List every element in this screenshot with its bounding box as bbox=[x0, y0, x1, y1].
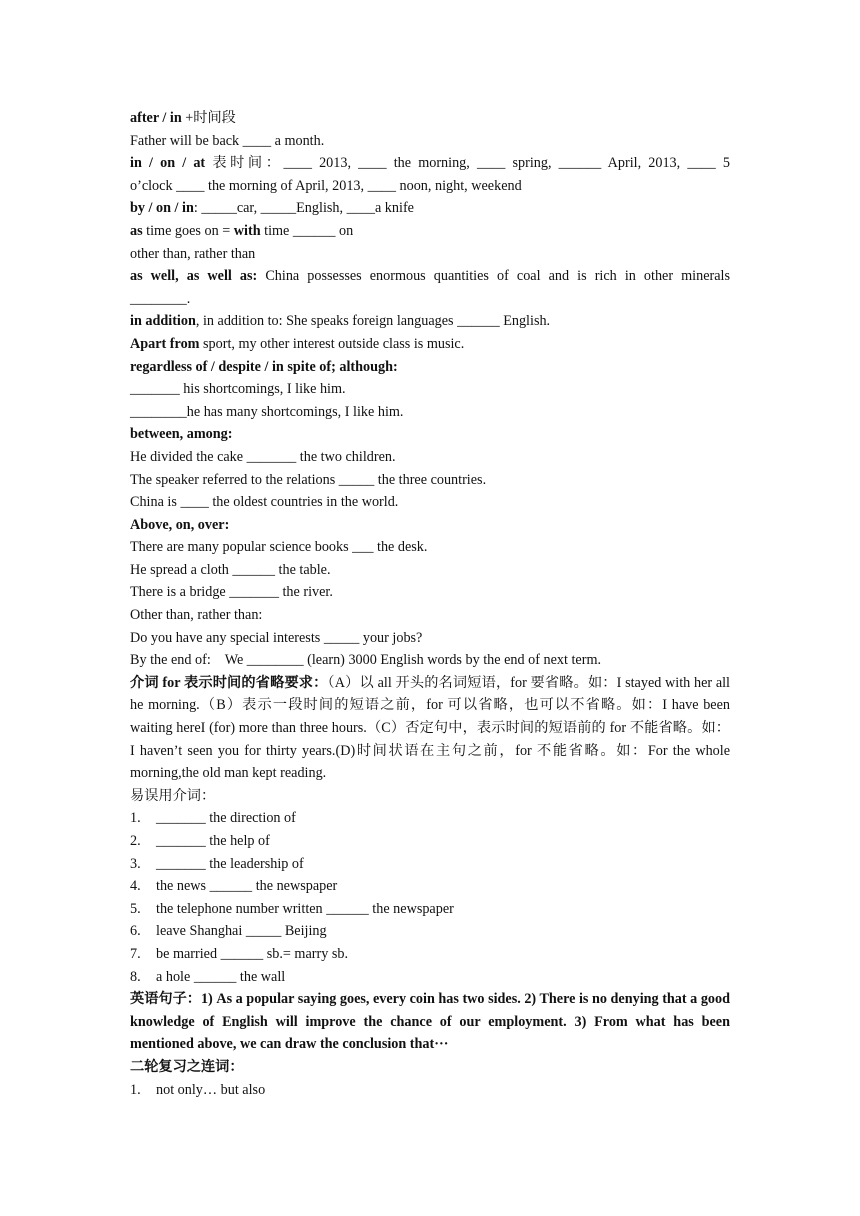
item-number: 6. bbox=[130, 923, 141, 940]
heading-as-well bbox=[130, 265, 730, 288]
list-item bbox=[130, 830, 730, 853]
term: as well, as well as: bbox=[130, 268, 258, 285]
for-omission-note bbox=[130, 672, 734, 785]
text: China possesses enormous quantities of coal and is rich in other minerals bbox=[257, 268, 730, 285]
item-text: the telephone number written ______ the newspaper bbox=[156, 900, 454, 917]
list-item bbox=[130, 920, 730, 943]
term: by / on / in bbox=[130, 200, 194, 217]
text-line: other than, rather than bbox=[130, 245, 256, 262]
term: between, among: bbox=[130, 426, 233, 443]
heading-between-among bbox=[130, 423, 730, 446]
example-line: He divided the cake _______ the two children. bbox=[130, 448, 396, 465]
item-text: leave Shanghai _____ Beijing bbox=[156, 923, 327, 940]
item-number: 8. bbox=[130, 968, 141, 985]
example-line: Do you have any special interests _____ your jobs? bbox=[130, 629, 423, 646]
term: with bbox=[233, 222, 261, 239]
heading-in-addition bbox=[130, 310, 730, 333]
example-line: _______ his shortcomings, I like him. bbox=[130, 381, 346, 398]
list-item bbox=[130, 943, 730, 966]
item-number: 1. bbox=[130, 1081, 141, 1098]
heading-regardless bbox=[130, 356, 730, 379]
example-line: By the end of: We ________ (learn) 3000 English words by the end of next term. bbox=[130, 652, 602, 669]
example-line: He spread a cloth ______ the table. bbox=[130, 561, 331, 578]
item-text: not only… but also bbox=[156, 1081, 266, 1098]
term: in addition bbox=[130, 313, 196, 330]
item-number: 4. bbox=[130, 878, 141, 895]
item-text: the news ______ the newspaper bbox=[156, 878, 338, 895]
list-item bbox=[130, 853, 730, 876]
list-item bbox=[130, 875, 730, 898]
list-item bbox=[130, 1079, 730, 1102]
heading-in-on-at bbox=[130, 152, 730, 175]
conjunctions-heading bbox=[130, 1056, 730, 1079]
item-text: _______ the leadership of bbox=[156, 855, 304, 872]
item-number: 7. bbox=[130, 945, 141, 962]
document-content bbox=[130, 107, 734, 1101]
heading-as-with bbox=[130, 220, 730, 243]
item-number: 5. bbox=[130, 900, 141, 917]
item-text: _______ the direction of bbox=[156, 810, 296, 827]
example-line: Father will be back ____ a month. bbox=[130, 132, 325, 149]
example-line: ________. bbox=[130, 290, 191, 307]
text: : _____car, _____English, ____a knife bbox=[193, 200, 414, 217]
english-sentences bbox=[130, 988, 734, 1056]
example-line: o’clock ____ the morning of April, 2013, ____ noon, night, weekend bbox=[130, 177, 522, 194]
mistakes-heading: 易误用介词： bbox=[130, 787, 216, 804]
note-heading: 介词 for 表示时间的省略要求： bbox=[130, 674, 328, 691]
list-item bbox=[130, 966, 730, 989]
item-number: 1. bbox=[130, 810, 141, 827]
sentences-text: 英语句子：1) As a popular saying goes, every coin has two sides. 2) There is no denying that a good knowledge of English will improve the chance of our employment. 3) From what has been mentioned above, we can draw the conclusion that··· bbox=[130, 991, 734, 1053]
term: Apart from bbox=[130, 335, 200, 352]
term: regardless of / despite / in spite of; although: bbox=[130, 358, 398, 375]
term: after / in bbox=[130, 110, 182, 126]
list-item bbox=[130, 898, 730, 921]
text: , in addition to: She speaks foreign languages ______ English. bbox=[195, 313, 551, 330]
item-number: 2. bbox=[130, 833, 141, 849]
term: in / on / at bbox=[130, 155, 206, 172]
example-line: The speaker referred to the relations _____ the three countries. bbox=[130, 471, 487, 488]
text: +时间段 bbox=[181, 110, 236, 126]
text: sport, my other interest outside class is music. bbox=[199, 335, 465, 352]
term: as bbox=[130, 222, 143, 239]
item-number: 3. bbox=[130, 855, 141, 872]
example-line: There is a bridge _______ the river. bbox=[130, 584, 333, 601]
heading-text: 二轮复习之连词： bbox=[130, 1058, 244, 1075]
item-text: a hole ______ the wall bbox=[156, 968, 286, 985]
mistakes-list bbox=[130, 807, 730, 988]
heading-after-in bbox=[130, 107, 730, 130]
text-line: Other than, rather than: bbox=[130, 607, 263, 624]
heading-apart-from bbox=[130, 333, 730, 356]
heading-by-on-in bbox=[130, 197, 730, 220]
note-body: （A）以 all 开头的名词短语，for 要省略。如：I stayed with her all he morning.（B）表示一段时间的短语之前，for 可以省略，也可以不省略。如：I have been waiting hereI (for) more than three hours.（C）否定句中，表示时间的短语前的 for 不能省略。如：I haven’t seen you for thirty years.(D)时间状语在主句之前，for 不能省略。如：For the whole morning,the old man kept reading. bbox=[130, 674, 734, 782]
example-line: China is ____ the oldest countries in the world. bbox=[130, 494, 399, 511]
item-text: _______ the help of bbox=[156, 833, 270, 849]
text: 表时间：____ 2013, ____ the morning, ____ spring, ______ April, 2013, ____ 5 bbox=[205, 155, 730, 172]
term: Above, on, over: bbox=[130, 516, 230, 533]
list-item bbox=[130, 807, 730, 830]
heading-above-on-over bbox=[130, 514, 730, 537]
example-line: There are many popular science books ___ the desk. bbox=[130, 539, 428, 556]
example-line: ________he has many shortcomings, I like him. bbox=[130, 403, 404, 420]
item-text: be married ______ sb.= marry sb. bbox=[156, 945, 349, 962]
text: time ______ on bbox=[260, 222, 354, 239]
text: time goes on = bbox=[142, 222, 234, 239]
